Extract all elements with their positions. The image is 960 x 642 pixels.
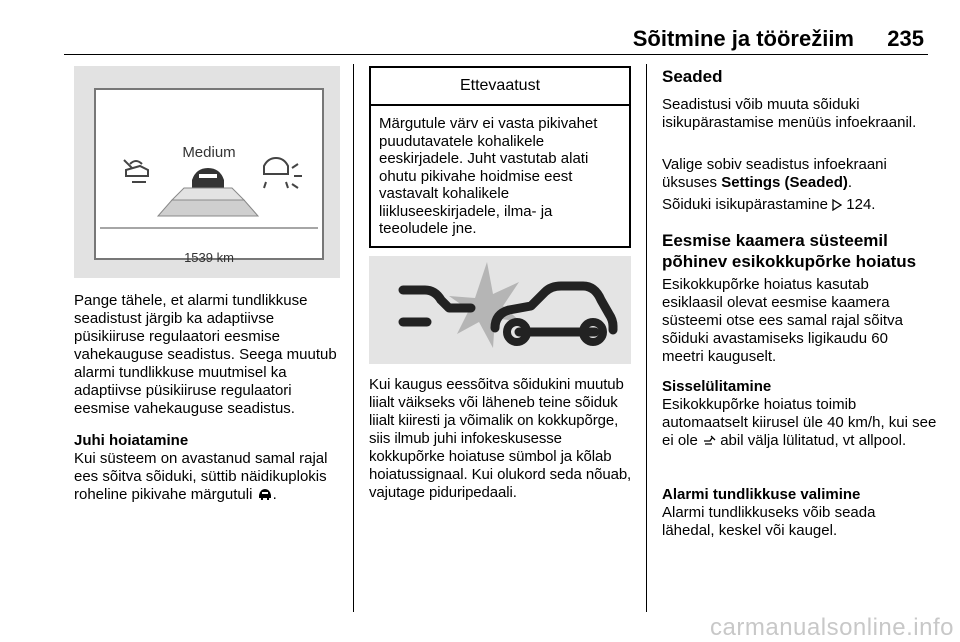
column-divider-left (353, 64, 354, 612)
driver-warning-heading: Juhi hoiatamine (74, 432, 189, 449)
settings-paragraph-3 (662, 196, 932, 214)
sensitivity-note-paragraph: Pange tähele, et alarmi tundlikkuse seadistust järgib ka adaptiivse püsikiiruse regulaatori eesmise vahekauguse seadistus. Seega muutub alarmi tundlikkuse muutmisel ka adaptiivse püsikiiruse regulaatori eesmise vahekauguse seadistus. (74, 292, 337, 417)
sensitivity-label: Medium (182, 144, 236, 161)
page-number: 235 (887, 26, 924, 51)
driver-warning-paragraph (74, 450, 346, 504)
alarm-sensitivity-paragraph: Alarmi tundlikkuseks võib seada lähedal, keskel või kaugel. (662, 504, 876, 539)
activation-paragraph (662, 396, 937, 450)
vehicle-ahead-indicator-icon (257, 488, 273, 501)
collision-warning-figure (369, 256, 631, 364)
collision-alert-off-icon (124, 160, 148, 182)
page-reference-arrow-icon (832, 199, 842, 211)
section-title: Sõitmine ja töörežiim (632, 26, 854, 51)
odometer-readout: 1539 km (184, 250, 234, 265)
display-graphics (96, 90, 322, 258)
activation-heading: Sisselülitamine (662, 378, 772, 395)
watermark: carmanualsonline.info (710, 614, 954, 641)
activation-text: Esikokkupõrke hoiatus toimib automaatselt kiirusel üle 40 km/h, kui see ei ole (662, 396, 937, 449)
settings-paragraph-2-text: Valige sobiv seadistus infoekraani üksuses (662, 156, 887, 191)
caution-title: Ettevaatust (371, 68, 629, 106)
driver-warning-end: . (272, 486, 277, 503)
collision-warning-icon (264, 158, 302, 188)
page-header (0, 0, 960, 56)
collision-warning-paragraph: Kui kaugus eessõitva sõidukini muutub liialt väikseks või läheneb teine sõiduk liialt kiiresti ja võimalik on kokkupõrge, siis ilmub juhi infokeskusesse kokkupõrke hoiatuse sümbol ja kõlab hoiatussignaal. Kui olukord seda nõuab, vajutage piduripedaali. (369, 376, 632, 501)
following-distance-display-figure (74, 66, 340, 278)
collision-alert-button-icon (702, 435, 716, 447)
settings-paragraph-2-end: . (847, 174, 853, 191)
settings-menu-item: Settings (Seaded) (721, 174, 848, 191)
alarm-sensitivity-heading: Alarmi tundlikkuse valimine (662, 486, 861, 503)
collision-warning-graphic (369, 256, 631, 364)
settings-paragraph-2 (662, 156, 932, 192)
caution-box (369, 66, 631, 248)
front-camera-heading: Eesmise kaamera süsteemil põhinev esikokkupõrke hoiatus (662, 231, 917, 271)
settings-reference-page: 124. (846, 196, 876, 213)
caution-body: Märgutule värv ei vasta pikivahet puudutavatele kohalikele eeskirjadele. Juht vastutab alati ohutu pikivahe hoidmise eest vastavalt kohalikele liikluseeskirjadele, ilma- ja teeoludele jne. (379, 115, 598, 237)
front-camera-paragraph: Esikokkupõrke hoiatus kasutab esiklaasil olevat eesmise kaamera süsteemi otse ees samal rajal sõitva sõiduki avastamiseks ligikaudu 60 meetri kauguselt. (662, 276, 903, 365)
settings-reference-text: Sõiduki isikupärastamine (662, 196, 828, 213)
column-divider-right (646, 64, 647, 612)
driver-warning-text: Kui süsteem on avastanud samal rajal ees sõitva sõiduki, süttib näidikuplokis roheline pikivahe märgutuli (74, 450, 328, 503)
activation-text-end: abil välja lülitatud, vt allpool. (720, 432, 907, 449)
settings-heading: Seaded (662, 67, 723, 86)
settings-paragraph-1: Seadistusi võib muuta sõiduki isikupärastamise menüüs infoekraanil. (662, 96, 917, 131)
header-rule (64, 54, 928, 55)
display-frame (94, 88, 324, 265)
